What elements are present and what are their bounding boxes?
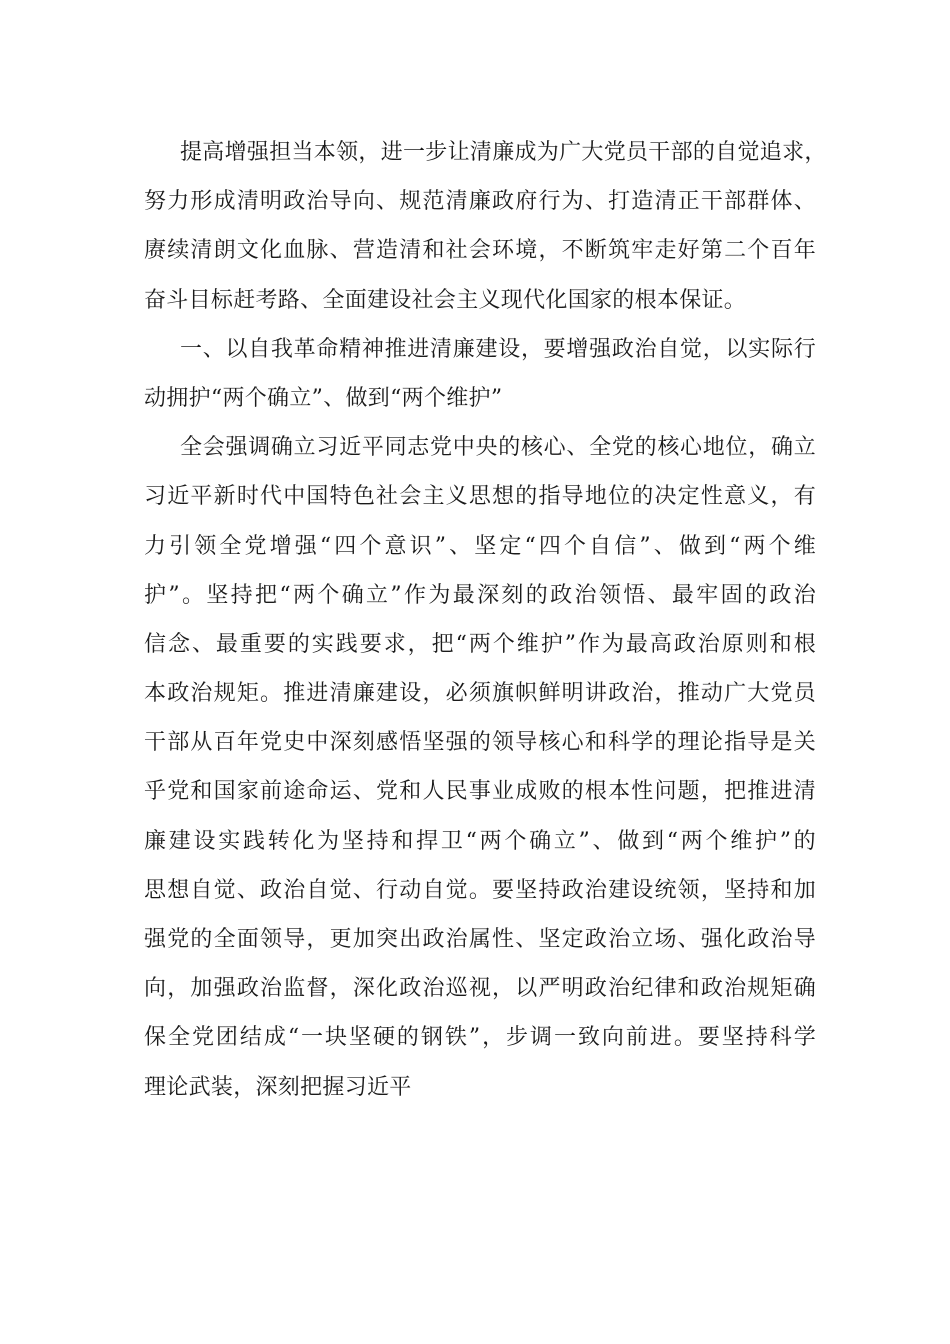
paragraph-2-line-5: 信念、最重要的实践要求，把“两个维护”作为最高政治原则和根 xyxy=(144,631,816,657)
section-heading-line-1: 一、以自我革命精神推进清廉建设，要增强政治自觉，以实际行 xyxy=(180,336,816,362)
paragraph-2-line-13: 保全党团结成“一块坚硬的钢铁”，步调一致向前进。要坚持科学 xyxy=(144,1025,816,1051)
paragraph-1-line-2: 努力形成清明政治导向、规范清廉政府行为、打造清正干部群体、 xyxy=(144,189,816,215)
paragraph-2-line-3: 力引领全党增强“四个意识”、坚定“四个自信”、做到“两个维 xyxy=(144,533,816,559)
paragraph-2-line-4: 护”。坚持把“两个确立”作为最深刻的政治领悟、最牢固的政治 xyxy=(144,582,816,608)
paragraph-2-line-10: 思想自觉、政治自觉、行动自觉。要坚持政治建设统领，坚持和加 xyxy=(144,877,816,903)
paragraph-2-line-7: 干部从百年党史中深刻感悟坚强的领导核心和科学的理论指导是关 xyxy=(144,730,816,756)
section-heading-line-2: 动拥护“两个确立”、做到“两个维护” xyxy=(144,385,503,411)
paragraph-2-line-9: 廉建设实践转化为坚持和捍卫“两个确立”、做到“两个维护”的 xyxy=(144,828,816,854)
paragraph-1-line-4: 奋斗目标赶考路、全面建设社会主义现代化国家的根本保证。 xyxy=(144,287,747,313)
paragraph-2-line-11: 强党的全面领导，更加突出政治属性、坚定政治立场、强化政治导 xyxy=(144,927,816,952)
paragraph-2-line-8: 乎党和国家前途命运、党和人民事业成败的根本性问题，把推进清 xyxy=(144,779,816,805)
paragraph-2-line-14: 理论武装，深刻把握习近平 xyxy=(144,1074,412,1100)
paragraph-2-line-6: 本政治规矩。推进清廉建设，必须旗帜鲜明讲政治，推动广大党员 xyxy=(144,681,816,707)
paragraph-1-line-3: 赓续清朗文化血脉、营造清和社会环境，不断筑牢走好第二个百年 xyxy=(144,238,816,264)
paragraph-2-line-1: 全会强调确立习近平同志党中央的核心、全党的核心地位，确立 xyxy=(180,435,816,461)
body-text xyxy=(144,128,827,1112)
paragraph-1-line-1: 提高增强担当本领，进一步让清廉成为广大党员干部的自觉追求， xyxy=(180,140,827,165)
paragraph-2-line-2: 习近平新时代中国特色社会主义思想的指导地位的决定性意义，有 xyxy=(144,484,816,510)
paragraph-2-line-12: 向，加强政治监督，深化政治巡视，以严明政治纪律和政治规矩确 xyxy=(144,976,816,1002)
